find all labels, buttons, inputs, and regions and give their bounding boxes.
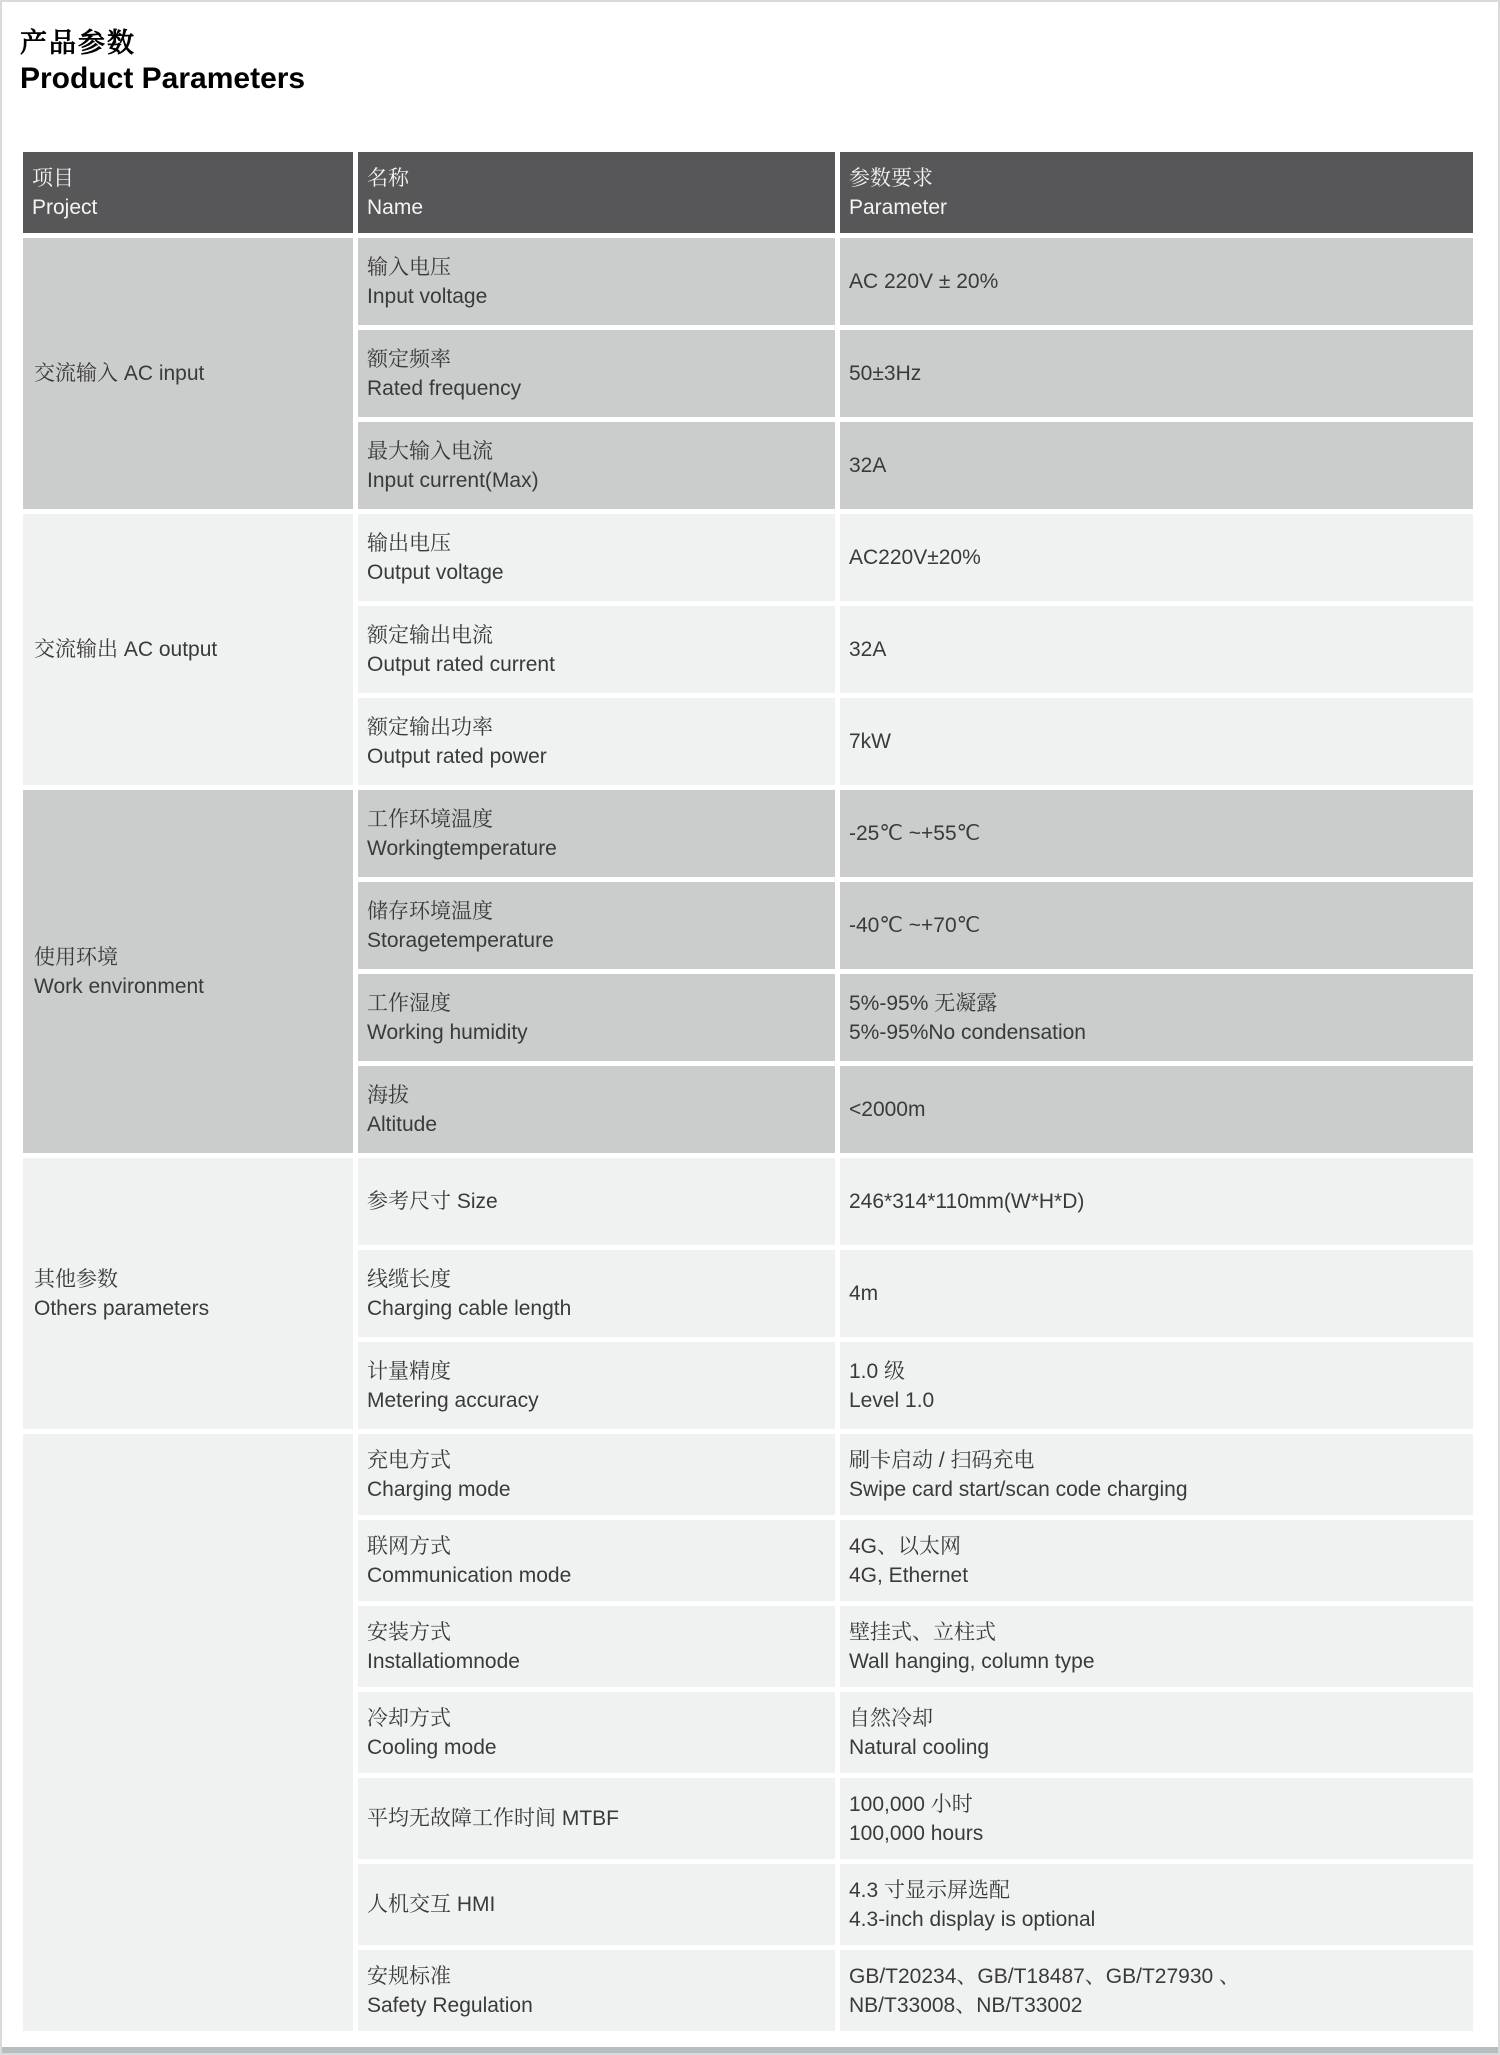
param-name-cell	[356, 1432, 838, 1518]
name-en: Metering accuracy	[367, 1388, 539, 1412]
name-en: Safety Regulation	[367, 1993, 533, 2017]
page-title	[20, 26, 305, 98]
value-line-1: 壁挂式、立柱式	[849, 1620, 996, 1644]
param-value-cell	[838, 1248, 1476, 1340]
table-row	[21, 512, 1476, 604]
value-line-1: 100,000 小时	[849, 1792, 973, 1816]
group-label-cell-empty	[21, 1432, 356, 2034]
name-en: Storagetemperature	[367, 928, 554, 952]
value-line-1: 5%-95% 无凝露	[849, 991, 998, 1015]
param-name-cell	[356, 1604, 838, 1690]
param-name-cell	[356, 1064, 838, 1156]
value-line-2: Wall hanging, column type	[849, 1649, 1095, 1673]
name-zh: 输出电压	[367, 531, 451, 555]
header-cell-project	[21, 150, 356, 236]
name-en: Workingtemperature	[367, 836, 557, 860]
param-name-cell	[356, 420, 838, 512]
table-row	[21, 1432, 1476, 1518]
name-zh: 额定频率	[367, 347, 451, 371]
value-line-2: Natural cooling	[849, 1735, 990, 1759]
value-line-2: Level 1.0	[849, 1388, 935, 1412]
param-value-cell	[838, 236, 1476, 328]
value-line-2: NB/T33008、NB/T33002	[849, 1993, 1083, 2017]
param-value-cell	[838, 1518, 1476, 1604]
name-zh: 工作湿度	[367, 991, 451, 1015]
name-zh: 海拔	[367, 1083, 409, 1107]
param-value-cell	[838, 512, 1476, 604]
param-value-cell	[838, 880, 1476, 972]
name-en: Charging cable length	[367, 1296, 572, 1320]
name-zh: 参考尺寸 Size	[367, 1190, 498, 1213]
param-name-cell	[356, 1518, 838, 1604]
param-name-cell	[356, 512, 838, 604]
param-name-cell	[356, 1156, 838, 1248]
value-line-1: <2000m	[849, 1098, 926, 1121]
group-label-line: 使用环境	[34, 945, 118, 969]
param-value-cell	[838, 1604, 1476, 1690]
value-line-2: 4G, Ethernet	[849, 1563, 969, 1587]
name-zh: 充电方式	[367, 1448, 451, 1472]
param-value-cell	[838, 1690, 1476, 1776]
group-label-line: 交流输出 AC output	[34, 638, 218, 661]
name-en: Charging mode	[367, 1477, 511, 1501]
header-project-en: Project	[32, 195, 98, 219]
param-name-cell	[356, 1776, 838, 1862]
value-line-1: 7kW	[849, 730, 891, 753]
name-zh: 冷却方式	[367, 1706, 451, 1730]
param-name-cell	[356, 328, 838, 420]
name-zh: 平均无故障工作时间 MTBF	[367, 1807, 619, 1830]
param-value-cell	[838, 1948, 1476, 2034]
param-name-cell	[356, 972, 838, 1064]
param-name-cell	[356, 1948, 838, 2034]
name-zh: 储存环境温度	[367, 899, 493, 923]
value-line-1: 自然冷却	[849, 1706, 933, 1730]
name-zh: 输入电压	[367, 255, 451, 279]
value-line-2: 4.3-inch display is optional	[849, 1907, 1096, 1931]
name-en: Output voltage	[367, 560, 504, 584]
name-en: Output rated power	[367, 744, 547, 768]
name-zh: 最大输入电流	[367, 439, 493, 463]
param-value-cell	[838, 696, 1476, 788]
value-line-1: 32A	[849, 454, 887, 477]
group-label-cell-ac-input	[21, 236, 356, 512]
value-line-1: 4m	[849, 1282, 879, 1305]
name-en: Altitude	[367, 1112, 438, 1136]
name-zh: 人机交互 HMI	[367, 1893, 496, 1916]
value-line-1: 刷卡启动 / 扫码充电	[849, 1448, 1035, 1472]
param-name-cell	[356, 696, 838, 788]
header-project-zh: 项目	[32, 166, 74, 190]
value-line-2: Swipe card start/scan code charging	[849, 1477, 1188, 1501]
name-zh: 计量精度	[367, 1359, 451, 1383]
param-value-cell	[838, 1156, 1476, 1248]
name-en: Input voltage	[367, 284, 488, 308]
param-value-cell	[838, 328, 1476, 420]
value-line-1: -40℃ ~+70℃	[849, 914, 981, 937]
header-parameter-en: Parameter	[849, 195, 948, 219]
header-cell-name	[356, 150, 838, 236]
param-name-cell	[356, 1690, 838, 1776]
value-line-1: 32A	[849, 638, 887, 661]
group-label-line: 其他参数	[34, 1267, 118, 1291]
name-en: Cooling mode	[367, 1735, 497, 1759]
group-label-line: 交流输入 AC input	[34, 362, 205, 385]
param-value-cell	[838, 1862, 1476, 1948]
param-name-cell	[356, 1248, 838, 1340]
param-value-cell	[838, 1432, 1476, 1518]
param-value-cell	[838, 1776, 1476, 1862]
param-value-cell	[838, 972, 1476, 1064]
value-line-2: 5%-95%No condensation	[849, 1020, 1086, 1044]
header-name-zh: 名称	[367, 166, 409, 190]
value-line-1: 1.0 级	[849, 1359, 906, 1383]
name-en: Output rated current	[367, 652, 555, 676]
param-name-cell	[356, 880, 838, 972]
param-name-cell	[356, 1340, 838, 1432]
value-line-1: 50±3Hz	[849, 362, 922, 385]
table-row	[21, 1156, 1476, 1248]
value-line-1: 4G、以太网	[849, 1534, 962, 1558]
name-en: Working humidity	[367, 1020, 528, 1044]
value-line-1: -25℃ ~+55℃	[849, 822, 981, 845]
value-line-1: GB/T20234、GB/T18487、GB/T27930 、	[849, 1964, 1241, 1988]
name-en: Installatiomnode	[367, 1649, 520, 1673]
param-value-cell	[838, 604, 1476, 696]
name-zh: 线缆长度	[367, 1267, 451, 1291]
name-zh: 额定输出功率	[367, 715, 493, 739]
header-name-en: Name	[367, 195, 424, 219]
param-value-cell	[838, 1064, 1476, 1156]
page-title-zh: 产品参数	[20, 28, 136, 58]
group-label-cell-ac-output	[21, 512, 356, 788]
param-name-cell	[356, 1862, 838, 1948]
page-bottom-border	[2, 2047, 1498, 2053]
value-line-1: 246*314*110mm(W*H*D)	[849, 1190, 1085, 1213]
name-zh: 联网方式	[367, 1534, 451, 1558]
group-label-line: Work environment	[34, 974, 205, 998]
group-label-line: Others parameters	[34, 1296, 210, 1320]
name-en: Rated frequency	[367, 376, 522, 400]
param-value-cell	[838, 1340, 1476, 1432]
name-en: Communication mode	[367, 1563, 572, 1587]
name-zh: 工作环境温度	[367, 807, 493, 831]
value-line-2: 100,000 hours	[849, 1821, 984, 1845]
value-line-1: AC 220V ± 20%	[849, 270, 999, 293]
name-zh: 安规标准	[367, 1964, 451, 1988]
value-line-1: AC220V±20%	[849, 546, 981, 569]
param-value-cell	[838, 788, 1476, 880]
name-zh: 额定输出电流	[367, 623, 493, 647]
table-row	[21, 236, 1476, 328]
value-line-1: 4.3 寸显示屏选配	[849, 1878, 1011, 1902]
table-header-row	[21, 150, 1476, 236]
param-name-cell	[356, 604, 838, 696]
product-parameters-table	[18, 147, 1478, 2036]
page-title-en: Product Parameters	[20, 62, 306, 95]
group-label-cell-work-environment	[21, 788, 356, 1156]
group-label-cell-others-parameters	[21, 1156, 356, 1432]
header-cell-parameter	[838, 150, 1476, 236]
table-row	[21, 788, 1476, 880]
header-parameter-zh: 参数要求	[849, 166, 933, 190]
param-name-cell	[356, 236, 838, 328]
name-en: Input current(Max)	[367, 468, 539, 492]
param-value-cell	[838, 420, 1476, 512]
name-zh: 安装方式	[367, 1620, 451, 1644]
param-name-cell	[356, 788, 838, 880]
